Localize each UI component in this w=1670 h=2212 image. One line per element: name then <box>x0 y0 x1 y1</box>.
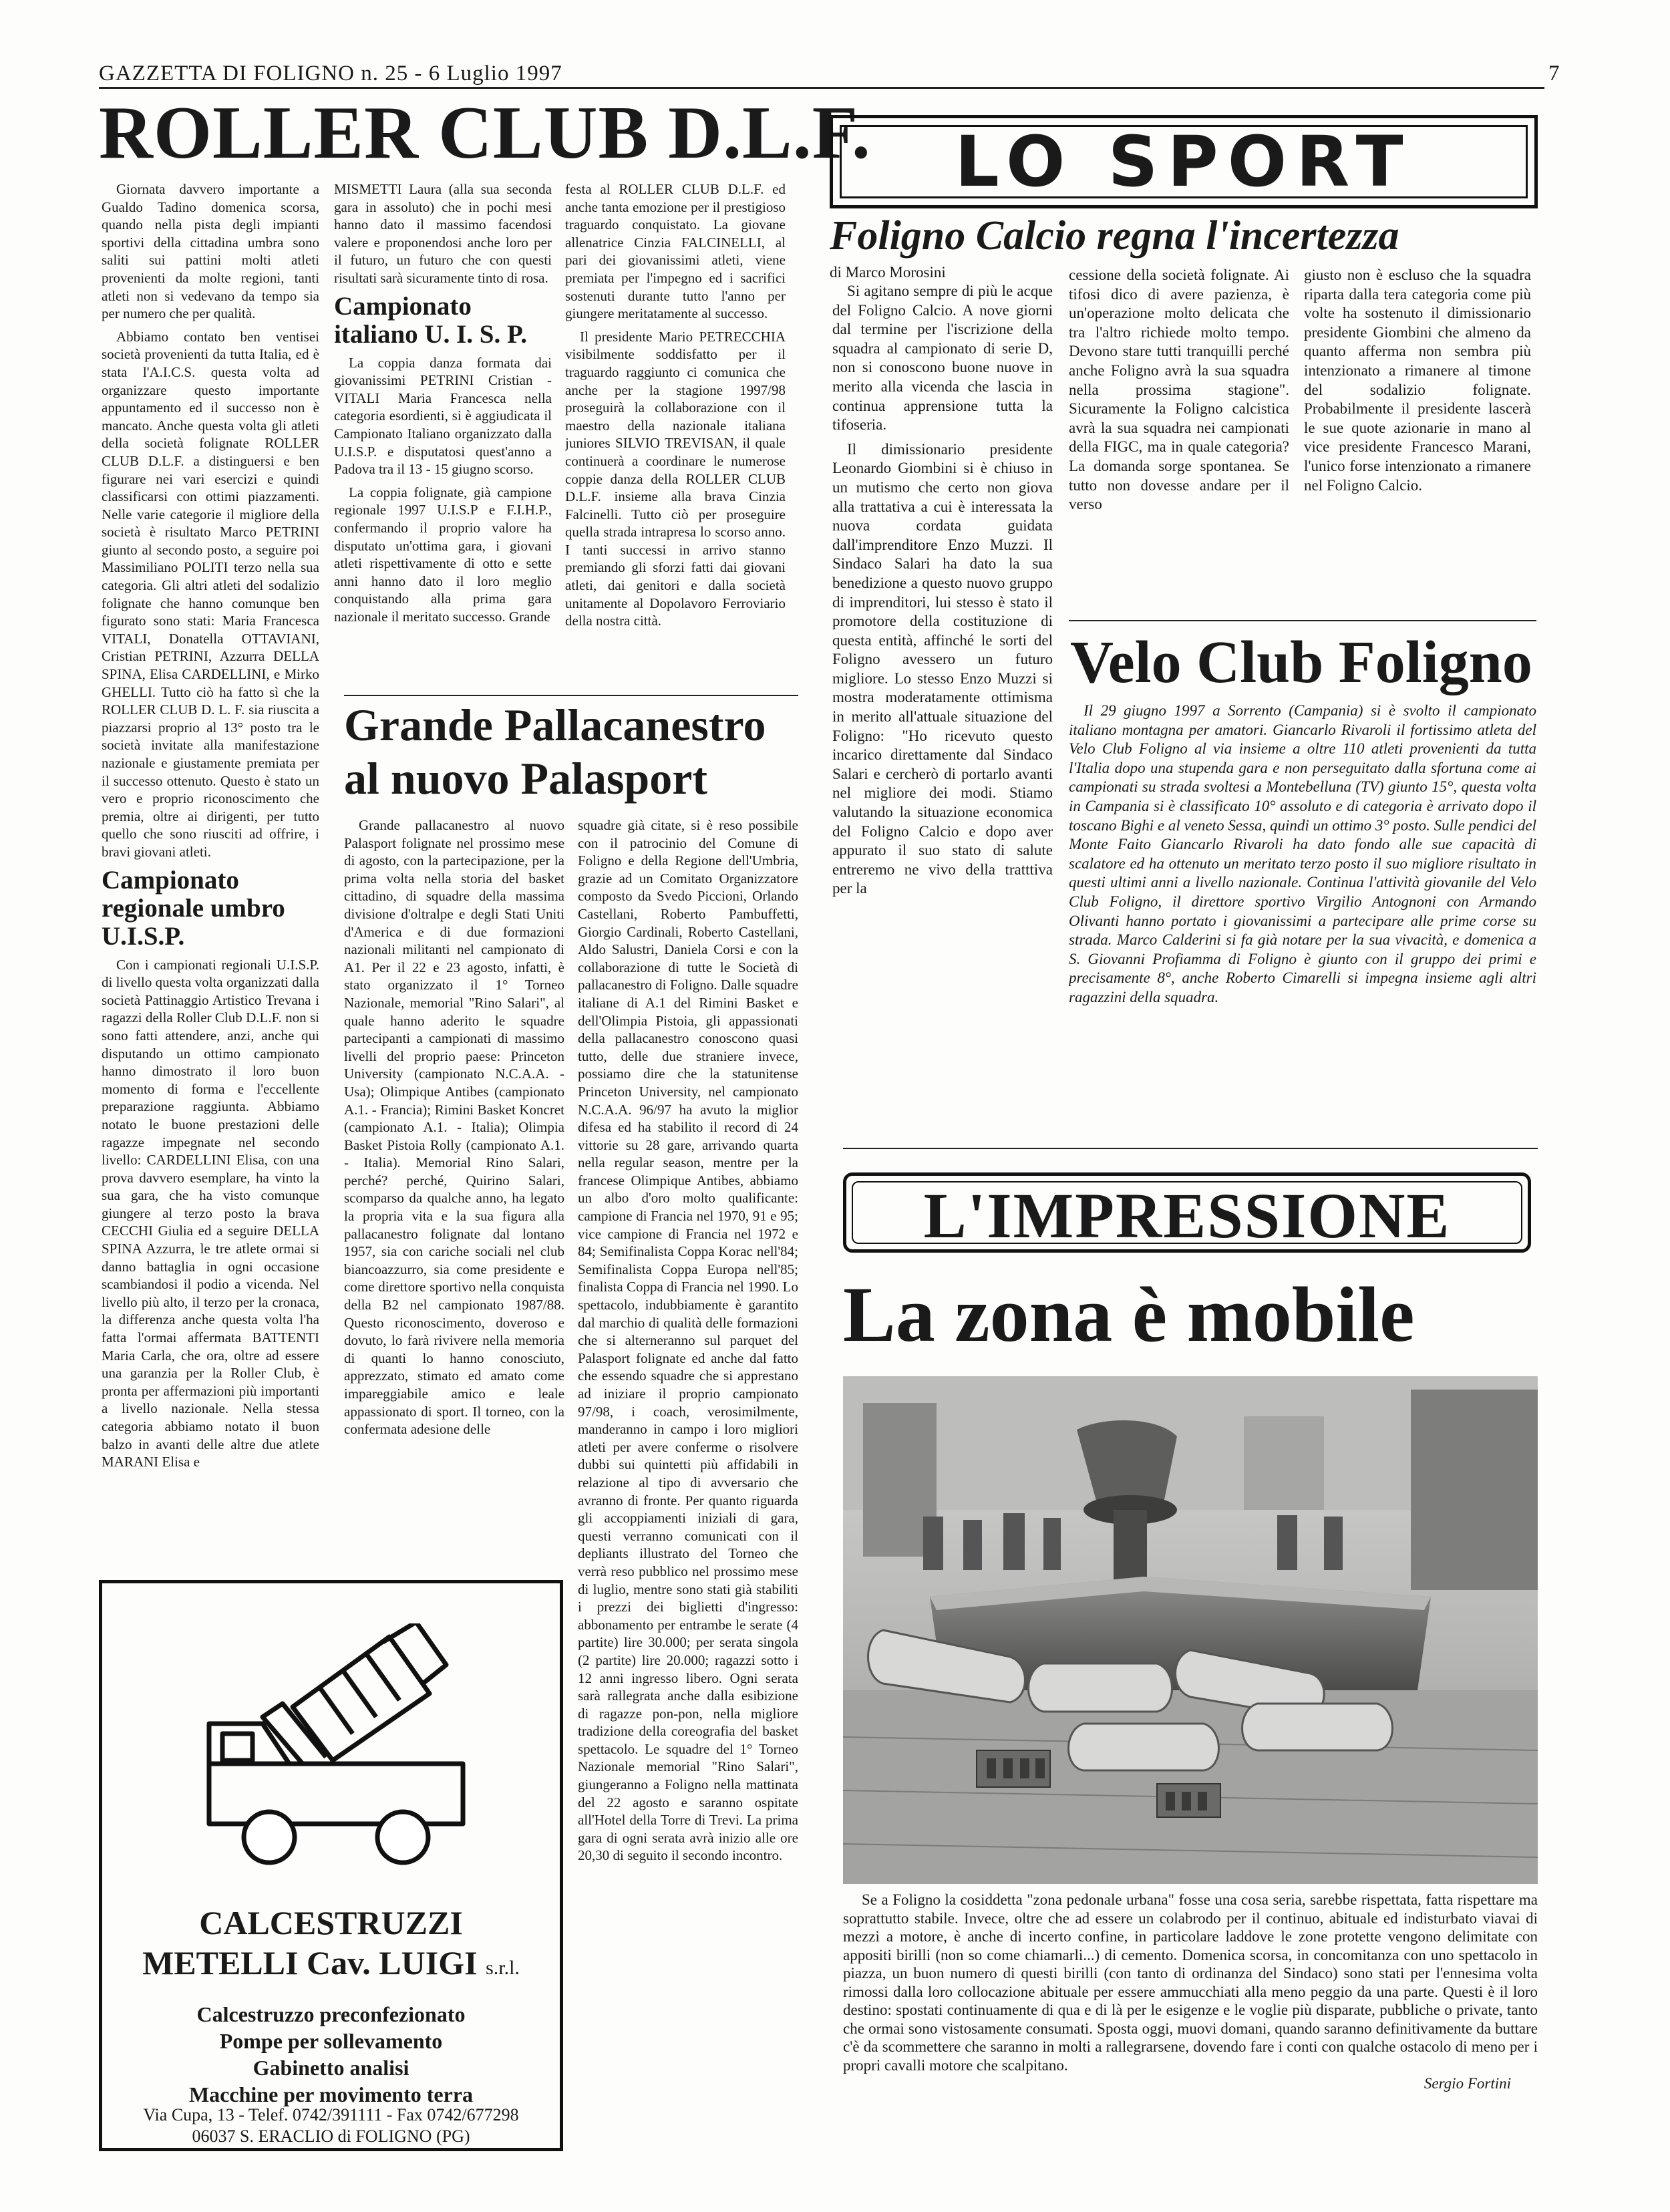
header-rule <box>99 87 1544 89</box>
calcestruzzi-advertisement <box>99 1580 563 2151</box>
roller-club-title: ROLLER CLUB D.L.F. <box>99 92 871 174</box>
calcio-paragraph: cessione della società folignate. Ai tifosi dico di avere pazienza, è un'operazione molto delicata che tra l'altro richiede molto tempo. Devono stare tutti tranquilli perché anche Foligno avrà la sua squadra nella prossima stagione". Sicuramente la Foligno calcistica avrà la sua squadra nei campionati della FIGC, ma in quale categoria? La domanda sorge spontanea. Se tutto non dovesse andare per il verso <box>1069 267 1289 513</box>
pallacanestro-column-1 <box>344 816 564 1571</box>
ad-service-item: Pompe per sollevamento <box>219 2029 443 2053</box>
newspaper-header: GAZZETTA DI FOLIGNO n. 25 - 6 Luglio 1997 <box>99 61 562 86</box>
fountain-bollards-photo <box>843 1376 1538 1884</box>
impressione-signature: Sergio Fortini <box>1424 2075 1511 2092</box>
ad-service-item: Calcestruzzo preconfezionato <box>196 2002 466 2026</box>
velo-club-paragraph: Il 29 giugno 1997 a Sorrento (Campania) si è svolto il campionato italiano montagna per amatori. Giancarlo Rivaroli il fortissimo atleta del Velo Club Foligno al via insieme a oltre 110 atleti provenienti da tutta l'Italia dopo una stupenda gara e non perseguitato dalla sfortuna come ai campionati su strada svoltesi a Montebelluna (TV) giunto 15°, questa volta in Campania si è classificato 10° assoluto e di categoria è arrivato dopo il toscano Bighi e al veneto Sessa, quindi un ottimo 3° posto. Sulle pendici del Monte Faito Giancarlo Rivaroli ha dato fondo alle sue capacità di scalatore ed ha ottenuto un meritato terzo posto il suo migliore risultato in questi ultimi anni a livello nazionale. Continua l'attività giovanile del Velo Club Foligno, il direttore sportivo Virgilio Antognoni con Armando Olivanti hanno portato i giovanissimi a partecipare alle prime corse su strada. Marco Calderini si fa già notare per la sua vivacità, e domenica a S. Giovanni Profiamma di Foligno è giunto con il gruppo dei primi e precisamente 8°, anche Roberto Cimarelli si impegna insieme agli altri ragazzini della squadra. <box>1069 702 1536 1005</box>
calcio-paragraph: Si agitano sempre di più le acque del Foligno Calcio. A nove giorni dal termine per l'iscrizione della squadra al campionato di serie D, non si conoscono buone nuove in merito alla vicenda che lascia in continua apprensione tutta la tifoseria. <box>832 283 1053 434</box>
calcio-column-3 <box>1304 266 1531 615</box>
roller-paragraph: Con i campionati regionali U.I.S.P. di livello questa volta organizzati dalla società Pattinaggio Artistico Trevana i ragazzi della Roller Club D.L.F. non si sono fatti attendere, anzi, anche qui disputando un ottimo campionato hanno dimostrato il loro buon momento di forma e l'eccellente preparazione raggiunta. Abbiamo notato le buone prestazioni delle ragazze impegnate nel secondo livello: CARDELLINI Elisa, con una prova davvero esemplare, ha vinto la sua gara, che ha visto comunque giungere al terzo posto la brava CECCHI Giulia ed a seguire DELLA SPINA Azzurra, le tre atlete ormai si danno battaglia in ogni occasione scambiandosi il podio a vicenda. Nel livello più alto, il terzo per la cronaca, la differenza anche questa volta l'ha fatta l'ormai affermata BATTENTI Maria Carla, che ora, oltre ad essere una garanzia per la Roller Club, è pronta per affermazioni più importanti a livello nazionale. Nella stessa categoria abbiamo notato il buon balzo in avanti delle altre due atlete MARANI Elisa e <box>102 956 319 1470</box>
section-rule <box>1069 620 1536 621</box>
roller-paragraph: Abbiamo contato ben ventisei società provenienti da tutta Italia, ed è stata l'A.I.C.S. questa volta ad organizzare questo importante appuntamento ed il successo non è mancato. Anche questa volta gli atleti della società folignate ROLLER CLUB D.L.F. a distinguersi e ben figurare nei vari esercizi e quindi classificarsi con ottimi piazzamenti. Nelle varie categorie il migliore della società è risultato Marco PETRINI giunto al secondo posto, a seguire poi Massimiliano POLITI terzo nella sua categoria. Gli altri atleti del sodalizio folignate che hanno comunque ben figurato sono stati: Maria Francesca VITALI, Donatella OTTAVIANI, Cristian PETRINI, Azzurra DELLA SPINA, Elisa CARDELLINI, e Mirko GHELLI. Tutto ciò ha fatto sì che la ROLLER CLUB D. L. F. sia riuscita a piazzarsi proprio al 13° posto tra le società invitate alla manifestazione nazionale e giustamente premiata per il successo ottenuto. Questo è stato un vero e proprio riconoscimento che premia, oltre ai dirigenti, per tutto quello che sono riusciti ad offrire, i bravi giovani atleti. <box>102 328 319 860</box>
lo-sport-banner-text: LO SPORT <box>840 125 1528 198</box>
roller-paragraph: festa al ROLLER CLUB D.L.F. ed anche tanta emozione per il prestigioso traguardo conquistato. La giovane allenatrice Cinzia FALCINELLI, al pari dei giovanissimi atleti, viene premiata per l'impegno ed i sacrifici sostenuti durante tutto l'anno per giungere meritatamente al successo. <box>565 181 786 322</box>
ad-address-line-2: 06037 S. ERACLIO di FOLIGNO (PG) <box>192 2126 470 2146</box>
roller-paragraph: Il presidente Mario PETRECCHIA visibilmente soddisfatto per il traguardo raggiunto ci comunica che anche per la stagione 1997/98 proseguirà la collaborazione con il maestro della nazionale italiana juniores SILVIO TREVISAN, il quale continuerà a coordinare le numerose coppie danza della ROLLER CLUB D.L.F. insieme alla brava Cinzia Falcinelli. Tutto ciò per proseguire quella strada intrapresa lo scorso anno. I tanti successi in arrivo stanno premiando gli sforzi fatti dai giovani atleti, dai genitori e dalla società unitamente al Dopolavoro Ferroviario della nostra città. <box>565 328 786 629</box>
ad-company-name: METELLI Cav. LUIGI <box>142 1944 478 1982</box>
calcio-byline: di Marco Morosini <box>830 264 946 281</box>
ad-company-name-line-2 <box>102 1944 560 1987</box>
calcio-paragraph: giusto non è escluso che la squadra riparta dalla tera categoria come più volte ha sostenuto il dimissionario presidente Giombini che almeno da quanto afferma non sembra più intenzionato a rimanere al timone del sodalizio folignate. Probabilmente il presidente lascerà le sue quote azionarie in mano al vice presidente Francesco Marani, l'unico forse intenzionato a rimanere nel Foligno Calcio. <box>1304 267 1531 494</box>
roller-paragraph: La coppia danza formata dai giovanissimi PETRINI Cristian - VITALI Maria Francesca nella categoria esordienti, si è aggiudicata il Campionato Italiano organizzato dalla U.I.S.P. e disputatosi quest'anno a Padova tra il 13 - 15 giugno scorso. <box>334 354 552 478</box>
roller-paragraph: La coppia folignate, già campione regionale 1997 U.I.S.P e F.I.H.P., confermando il proprio valore ha disputato un'ottima gara, i giovani atleti rispettivamente di otto e sette anni hanno dato il loro meglio conquistando alla prima gara nazionale il meritato successo. Grande <box>334 484 552 625</box>
roller-subheading-regionale: Campionato regionale umbro U.I.S.P. <box>102 865 285 951</box>
ad-company-suffix: s.r.l. <box>486 1957 520 1979</box>
ad-address-line-1: Via Cupa, 13 - Telef. 0742/391111 - Fax 0742/677298 <box>143 2105 519 2124</box>
fountain-photo-illustration <box>843 1376 1538 1884</box>
page-number: 7 <box>1548 61 1560 86</box>
calcio-column-1 <box>832 282 1053 1090</box>
impressione-banner-text: L'IMPRESSIONE <box>852 1181 1522 1244</box>
ad-service-item: Gabinetto analisi <box>253 2056 409 2080</box>
ad-company-name-line-1: CALCESTRUZZI <box>199 1904 463 1941</box>
roller-paragraph: MISMETTI Laura (alla sua seconda gara in assoluto) che in pochi mesi hanno dato il massimo facendosi valere e proponendosi anche loro per il futuro, un futuro che con questi risultati sarà sicuramente tinto di rosa. <box>334 181 552 286</box>
ad-service-item: Macchine per movimento terra <box>188 2082 474 2106</box>
pallacanestro-paragraph: Grande pallacanestro al nuovo Palasport folignate nel prossimo mese di agosto, con la partecipazione, per la prima volta nella storia del basket cittadino, di squadre della massima divisione d'oltralpe e degli Stati Uniti d'America e di due formazioni nazionali militanti nel campionato di A1. Per il 22 e 23 agosto, infatti, è stato organizzato il 1° Torneo Nazionale, memorial "Rino Salari", al quale hanno aderito le squadre partecipanti a campionati di massimo livelli del proprio paese: Princeton University (campionato N.C.A.A. - Usa); Olimpique Antibes (campionato A.1. - Francia); Rimini Basket Koncret (campionato A.1. - Italia); Olimpia Basket Pistoia Rolly (campionato A.1. - Italia). Memorial Rino Salari, perché? perché, Quirino Salari, scomparso da qualche anno, ha legato la propria vita e la sua figura alla pallacanestro folignate dal lontano 1957, sia con cariche sociali nel club biancoazzurro, sia come presidente e come direttore sportivo nella conquista della B2 nel campionato 1987/88. Questo riconoscimento, doveroso e dovuto, lo farà rivivere nella memoria di quanti lo hanno conosciuto, apprezzato, stimato ed amato come impareggiabile amico e leale appassionato di sport. Il torneo, con la confermata adesione delle <box>344 817 564 1438</box>
zona-mobile-title: La zona è mobile <box>843 1271 1415 1358</box>
foligno-calcio-headline: Foligno Calcio regna l'incertezza <box>830 213 1399 259</box>
calcio-paragraph: Il dimissionario presidente Leonardo Giombini si è chiuso in un mutismo che certo non giova alla trattativa a cui è interessata la nuova cordata guidata dall'imprenditore Enzo Muzzi. Il Sindaco Salari ha dato la sua benedizione a questo nuovo gruppo di imprenditori, lui stesso è stato il promotore della costituzione di questa entità, affinché le sorti del Foligno avessero un futuro migliore. Lo stesso Enzo Muzzi si mostra moderatamente ottimisma in merito all'attuale situazione del Foligno: "Ho ricevuto questo incarico direttamente dal Sindaco Salari e cercherò di portarlo avanti nel migliore dei modi. Stiamo valutando la situazione economica del Foligno Calcio e dopo aver appurato il suo stato di salute entreremo ne vivo della tratttiva per la <box>832 440 1053 897</box>
section-rule <box>344 695 798 696</box>
calcio-column-2 <box>1069 266 1289 615</box>
roller-column-1 <box>102 180 319 1577</box>
section-rule <box>843 1148 1538 1149</box>
roller-paragraph: Giornata davvero importante a Gualdo Tadino domenica scorsa, quando nella pista degli impianti sportivi della cittadina umbra sono saliti sui pattini molti atleti provenienti da molte regioni, tanti atleti non si vedevano da tempo sia per numero che per qualità. <box>102 181 319 322</box>
lo-sport-banner <box>830 115 1538 208</box>
pallacanestro-paragraph: squadre già citate, si è reso possibile con il patrocinio del Comune di Foligno e della Regione dell'Umbria, grazie ad un Comitato Organizzatore composto da Svedo Piccioni, Orlando Castellani, Roberto Pambuffetti, Giorgio Cardinali, Roberto Castellani, Aldo Salustri, Daniela Corsi e con la collaborazione di tutte le Società di pallacanestro di Foligno. Dalle squadre italiane di A.1 del Rimini Basket e dell'Olimpia Pistoia, gli appassionati della pallacanestro conoscono quasi tutto, delle due straniere invece, possiamo dire che la statunitense Princeton University, nel campionato N.C.A.A. 96/97 ha avuto la miglior difesa ed ha stabilito il record di 24 vittorie su 28 gare, arrivando quarta nella regular season, mentre per la francese Olimpique Antibes, abbiamo un albo d'oro molto qualificante: campione di Francia nel 1970, 91 e 95; vice campione di Francia nel 1972 e 84; Semifinalista Coppa Korac nell'84; Semifinalista Coppa Europa nell'85; finalista Coppa di Francia nel 1990. Lo spettacolo, indubbiamente è garantito dal marchio di qualità delle formazioni che si alterneranno sul parquet del Palasport folignate ed anche dal fatto che essendo squadre che si apprestano ad iniziare il proprio campionato 97/98, i coach, verosimilmente, manderanno in campo i loro migliori atleti per avere conferme o risolvere dubbi sui quintetti più affidabili in relazione al tipo di avversario che avranno di fronte. Per quanto riguarda gli accoppiamenti iniziali di gara, questi verranno comunicati con il depliants illustrato del Torneo che verrà reso pubblico nel prossimo mese di luglio, mentre sono stati già stabiliti i prezzi dei biglietti d'ingresso: abbonamento per entrambe le serate (4 partite) lire 30.000; per serata singola (2 partite) lire 20.000; ragazzi sotto i 12 anni ingresso libero. Ogni serata sarà rallegrata anche dalla esibizione di ragazze pon-pon, nella migliore tradizione della coreografia del basket spettacolo. Le squadre del 1° Torneo Nazionale memorial "Rino Salari", giungeranno a Foligno nella mattinata del 22 agosto e saranno ospitate all'Hotel della Torre di Trevi. La prima gara di ogni serata avrà inizio alle ore 20,30 di seguito il secondo incontro. <box>578 817 798 1864</box>
ad-services-list <box>102 2001 560 2108</box>
impressione-paragraph: Se a Foligno la cosiddetta "zona pedonale urbana" fosse una cosa seria, sarebbe rispettata, fatta rispettare ma soprattutto stabile. Invece, oltre che ad essere un colabrodo per il continuo, abituale ed indisturbato viavai di mezzi a motore, è anche di incerto confine, in particolare laddove le zone protette vengono delimitate con appositi birilli (non so come chiamarli...) di cemento. Domenica scorsa, in concomitanza con uno spettacolo in piazza, un buon numero di questi birilli (con tanto di ordinanza del Sindaco) sono stati per l'ennesima volta rimossi dalla loro collocazione abituale per essere ammucchiati alla meno peggio da una parte. Questi è il loro destino: spostati continuamente di qua e di là per le esigenze e le voglie più disparate, pubbliche o private, tanto che ormai sono vistosamente consumati. Sposta oggi, muovi domani, quando saranno definitivamente da buttare c'è da scommettere che saranno in molti a rallegrarsene, dovendo fare i conti con qualche ostacolo di meno per i propri cavalli motore che scalpitano. <box>843 1891 1538 2074</box>
velo-club-title: Velo Club Foligno <box>1070 629 1532 695</box>
roller-column-2 <box>334 180 552 695</box>
velo-club-article <box>1069 701 1536 1136</box>
pallacanestro-column-2 <box>578 816 798 2159</box>
impressione-article <box>843 1891 1538 2158</box>
roller-column-3 <box>565 180 786 695</box>
ad-address <box>102 2104 560 2147</box>
impressione-banner <box>843 1172 1531 1253</box>
roller-subheading-italiano: Campionato italiano U. I. S. P. <box>334 291 527 349</box>
cement-mixer-truck-icon <box>182 1623 490 1884</box>
pallacanestro-title: Grande Pallacanestro al nuovo Palasport <box>344 699 766 804</box>
